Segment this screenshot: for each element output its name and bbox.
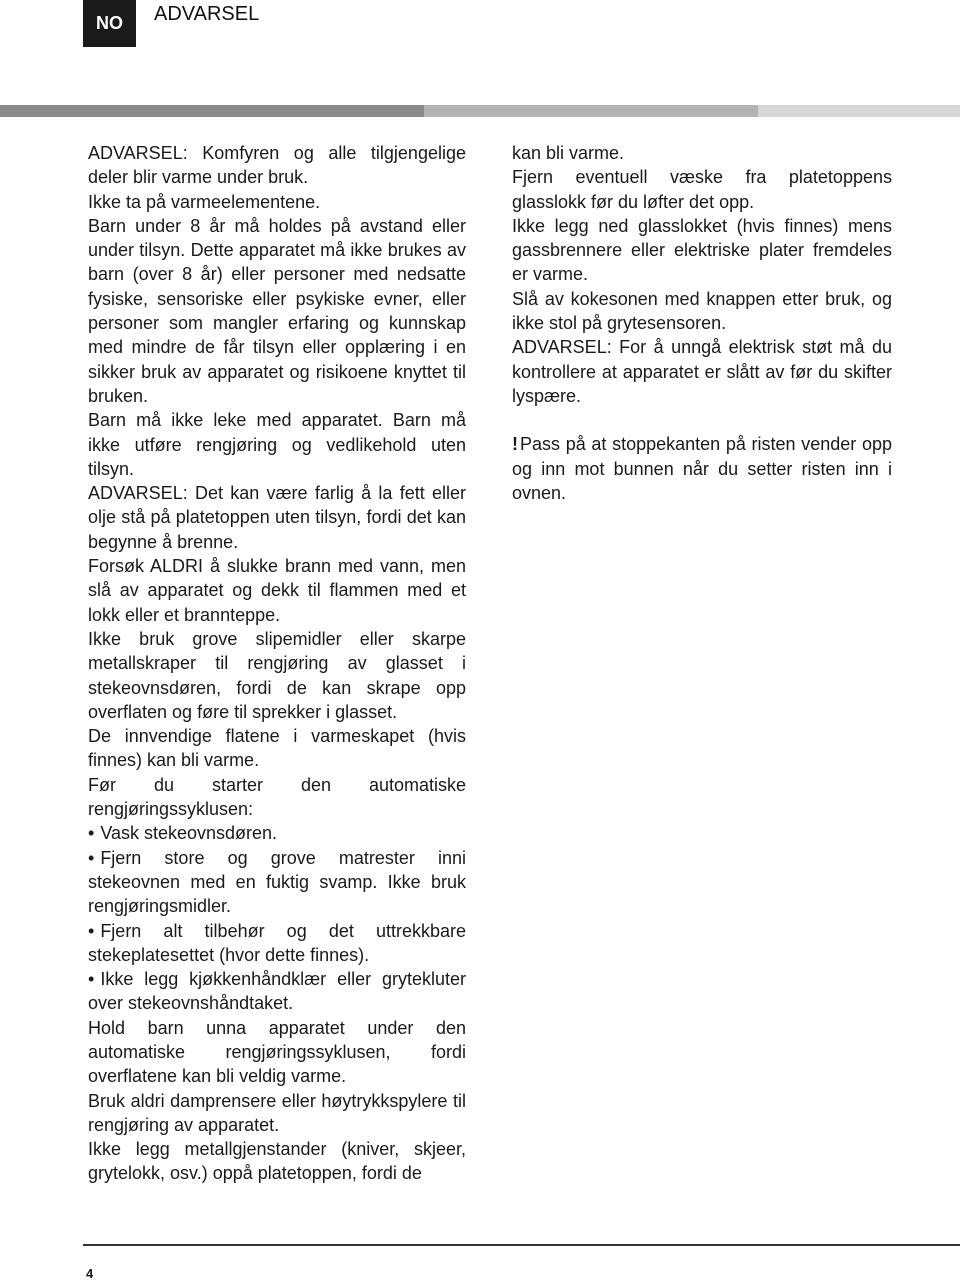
paragraph: ADVARSEL: For å unngå elektrisk støt må du kontrollere at apparatet er slått av før du skifter lyspære. xyxy=(512,337,892,406)
header-bar-segment-mid xyxy=(424,105,758,117)
footer-divider xyxy=(83,1244,960,1246)
bullet-icon: • xyxy=(88,969,95,990)
header-bar-segment-dark xyxy=(0,105,424,117)
bullet-text: Vask stekeovnsdøren. xyxy=(100,823,278,844)
bullet-text: Fjern alt tilbehør og det uttrekkbare stekeplatesettet (hvor dette finnes). xyxy=(88,920,466,965)
paragraph: ADVARSEL: Det kan være farlig å la fett eller olje stå på platetoppen uten tilsyn, fordi det kan begynne å brenne. xyxy=(88,483,466,552)
section-title: ADVARSEL xyxy=(154,3,260,25)
paragraph: Før du starter den automatiske rengjøringssyklusen: xyxy=(88,774,466,820)
right-column xyxy=(512,141,892,505)
paragraph: Ikke legg ned glasslokket (hvis finnes) mens gassbrennere eller elektriske plater fremdeles er varme. xyxy=(512,215,892,285)
paragraph: Ikke ta på varmeelementene. xyxy=(88,191,321,212)
paragraph: Forsøk ALDRI å slukke brann med vann, men slå av apparatet og dekk til flammen med et lokk eller et brannteppe. xyxy=(88,556,466,625)
paragraph: Barn må ikke leke med apparatet. Barn må ikke utføre rengjøring og vedlikehold uten tilsyn. xyxy=(88,410,466,479)
bullet-icon: • xyxy=(88,920,95,941)
paragraph: Slå av kokesonen med knappen etter bruk, og ikke stol på grytesensoren. xyxy=(512,288,892,334)
bullet-text: Fjern store og grove matrester inni stekeovnen med en fuktig svamp. Ikke bruk rengjøringsmidler. xyxy=(88,847,466,917)
paragraph: De innvendige flatene i varmeskapet (hvis finnes) kan bli varme. xyxy=(88,726,466,771)
bullet-item xyxy=(88,967,466,1016)
bullet-text: Ikke legg kjøkkenhåndklær eller grytekluter over stekeovnshåndtaket. xyxy=(88,969,466,1014)
header-color-bar xyxy=(0,105,960,117)
language-badge: NO xyxy=(83,0,136,47)
paragraph: Ikke bruk grove slipemidler eller skarpe metallskraper til rengjøring av glasset i stekeovnsdøren, fordi de kan skrape opp overflaten og føre til sprekker i glasset. xyxy=(88,628,466,722)
note-paragraph xyxy=(512,432,892,505)
paragraph: Barn under 8 år må holdes på avstand eller under tilsyn. Dette apparatet må ikke brukes av barn (over 8 år) eller personer med nedsatte fysiske, sensoriske eller psykiske evner, eller personer som mangler erfaring og kunnskap med mindre de får tilsyn eller opplæring i en sikker bruk av apparatet og risikoene knyttet til bruken. xyxy=(88,215,466,406)
left-column xyxy=(88,141,466,1186)
paragraph: Fjern eventuell væske fra platetoppens glasslokk før du løfter det opp. xyxy=(512,167,892,212)
paragraph: kan bli varme. xyxy=(512,143,625,163)
bullet-item xyxy=(88,846,466,919)
paragraph: ADVARSEL: Komfyren og alle tilgjengelige deler blir varme under bruk. xyxy=(88,143,466,188)
paragraph: Hold barn unna apparatet under den automatiske rengjøringssyklusen, fordi overflatene kan bli veldig varme. xyxy=(88,1017,466,1087)
note-text: Pass på at stoppekanten på risten vender opp og inn mot bunnen når du setter risten inn i ovnen. xyxy=(512,434,892,503)
paragraph: Bruk aldri damprensere eller høytrykkspylere til rengjøring av apparatet. xyxy=(88,1090,466,1135)
paragraph: Ikke legg metallgjenstander (kniver, skjeer, grytelokk, osv.) oppå platetoppen, fordi de xyxy=(88,1139,466,1184)
bullet-item xyxy=(88,821,466,845)
bullet-icon: • xyxy=(88,847,95,868)
exclamation-icon: ! xyxy=(512,434,518,455)
bullet-icon: • xyxy=(88,823,95,844)
bullet-item xyxy=(88,919,466,968)
page-number: 4 xyxy=(86,1266,94,1281)
header-bar-segment-light xyxy=(758,105,960,117)
